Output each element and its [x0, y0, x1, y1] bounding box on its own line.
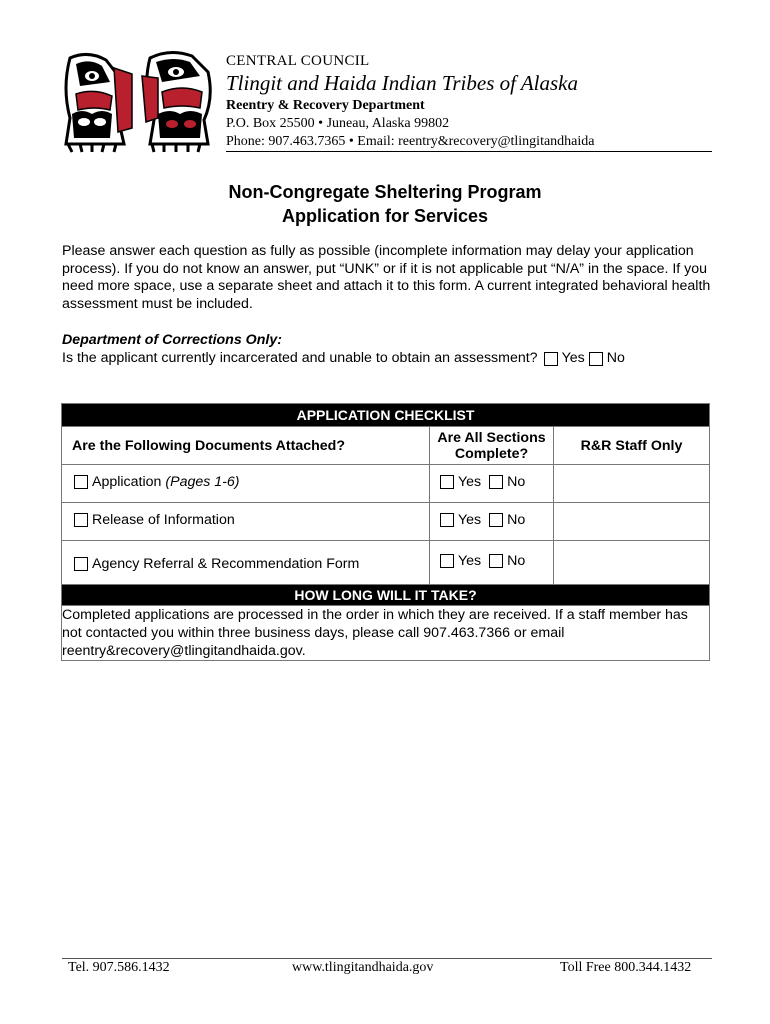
footer-tollfree: Toll Free 800.344.1432 — [560, 960, 692, 975]
letterhead — [226, 52, 594, 151]
tribes-name: Tlingit and Haida Indian Tribes of Alaska — [226, 71, 578, 95]
referral-checkbox[interactable] — [74, 557, 88, 571]
doc-yes-label: Yes — [561, 350, 585, 366]
doc-no-checkbox[interactable] — [589, 352, 603, 366]
application-checklist — [61, 403, 710, 661]
yes-label: Yes — [458, 512, 482, 528]
col-header-complete-line2: Complete? — [454, 445, 529, 462]
tribal-logo — [58, 48, 218, 154]
row-suffix: (Pages 1-6) — [165, 474, 240, 490]
council-name: CENTRAL COUNCIL — [226, 53, 370, 69]
col-header-staff: R&R Staff Only — [554, 427, 710, 465]
table-row — [62, 503, 710, 541]
footer-rule — [62, 958, 712, 959]
staff-cell[interactable] — [554, 503, 710, 541]
yes-label: Yes — [458, 474, 482, 490]
row-label: Release of Information — [92, 512, 235, 528]
col-header-complete — [430, 427, 554, 465]
intro-paragraph: Please answer each question as fully as possible (incomplete information may delay your application process). If you do not know an answer, put “UNK” or if it is not applicable put “N/A” in the space. If you need more space, use a separate sheet and attach it to this form. A current integrated behavioral health assessment must be included. — [62, 243, 711, 312]
no-checkbox[interactable] — [489, 554, 503, 568]
no-checkbox[interactable] — [489, 475, 503, 489]
howlong-title: HOW LONG WILL IT TAKE? — [62, 585, 710, 606]
department-name: Reentry & Recovery Department — [226, 98, 425, 113]
title-line-1: Non-Congregate Sheltering Program — [228, 182, 542, 202]
col-header-complete-line1: Are All Sections — [437, 429, 546, 446]
table-row — [62, 465, 710, 503]
checklist-title: APPLICATION CHECKLIST — [62, 404, 710, 427]
page-title — [0, 180, 770, 228]
no-label: No — [507, 474, 526, 490]
yes-label: Yes — [458, 553, 482, 569]
no-label: No — [507, 553, 526, 569]
col-header-documents: Are the Following Documents Attached? — [62, 427, 430, 465]
no-label: No — [507, 512, 526, 528]
doc-heading: Department of Corrections Only: — [62, 332, 282, 348]
address: P.O. Box 25500 • Juneau, Alaska 99802 — [226, 116, 450, 131]
staff-cell[interactable] — [554, 541, 710, 585]
no-checkbox[interactable] — [489, 513, 503, 527]
howlong-text: Completed applications are processed in the order in which they are received. If a staff member has not contacted you within three business days, please call 907.463.7366 or email reentry&recovery@tlingitandhaida.gov. — [62, 606, 710, 661]
row-label: Agency Referral & Recommendation Form — [92, 556, 360, 572]
letterhead-rule — [226, 151, 712, 152]
release-checkbox[interactable] — [74, 513, 88, 527]
row-label: Application — [92, 474, 162, 490]
doc-question-row — [62, 350, 625, 367]
doc-no-label: No — [606, 350, 625, 366]
yes-checkbox[interactable] — [440, 513, 454, 527]
footer-tel: Tel. 907.586.1432 — [68, 960, 170, 975]
doc-yes-checkbox[interactable] — [544, 352, 558, 366]
contact-line: Phone: 907.463.7365 • Email: reentry&recovery@tlingitandhaida — [226, 134, 595, 149]
table-row — [62, 541, 710, 585]
staff-cell[interactable] — [554, 465, 710, 503]
footer-website: www.tlingitandhaida.gov — [292, 960, 434, 975]
application-checkbox[interactable] — [74, 475, 88, 489]
doc-question: Is the applicant currently incarcerated and unable to obtain an assessment? — [62, 350, 538, 366]
yes-checkbox[interactable] — [440, 554, 454, 568]
title-line-2: Application for Services — [281, 206, 489, 226]
yes-checkbox[interactable] — [440, 475, 454, 489]
